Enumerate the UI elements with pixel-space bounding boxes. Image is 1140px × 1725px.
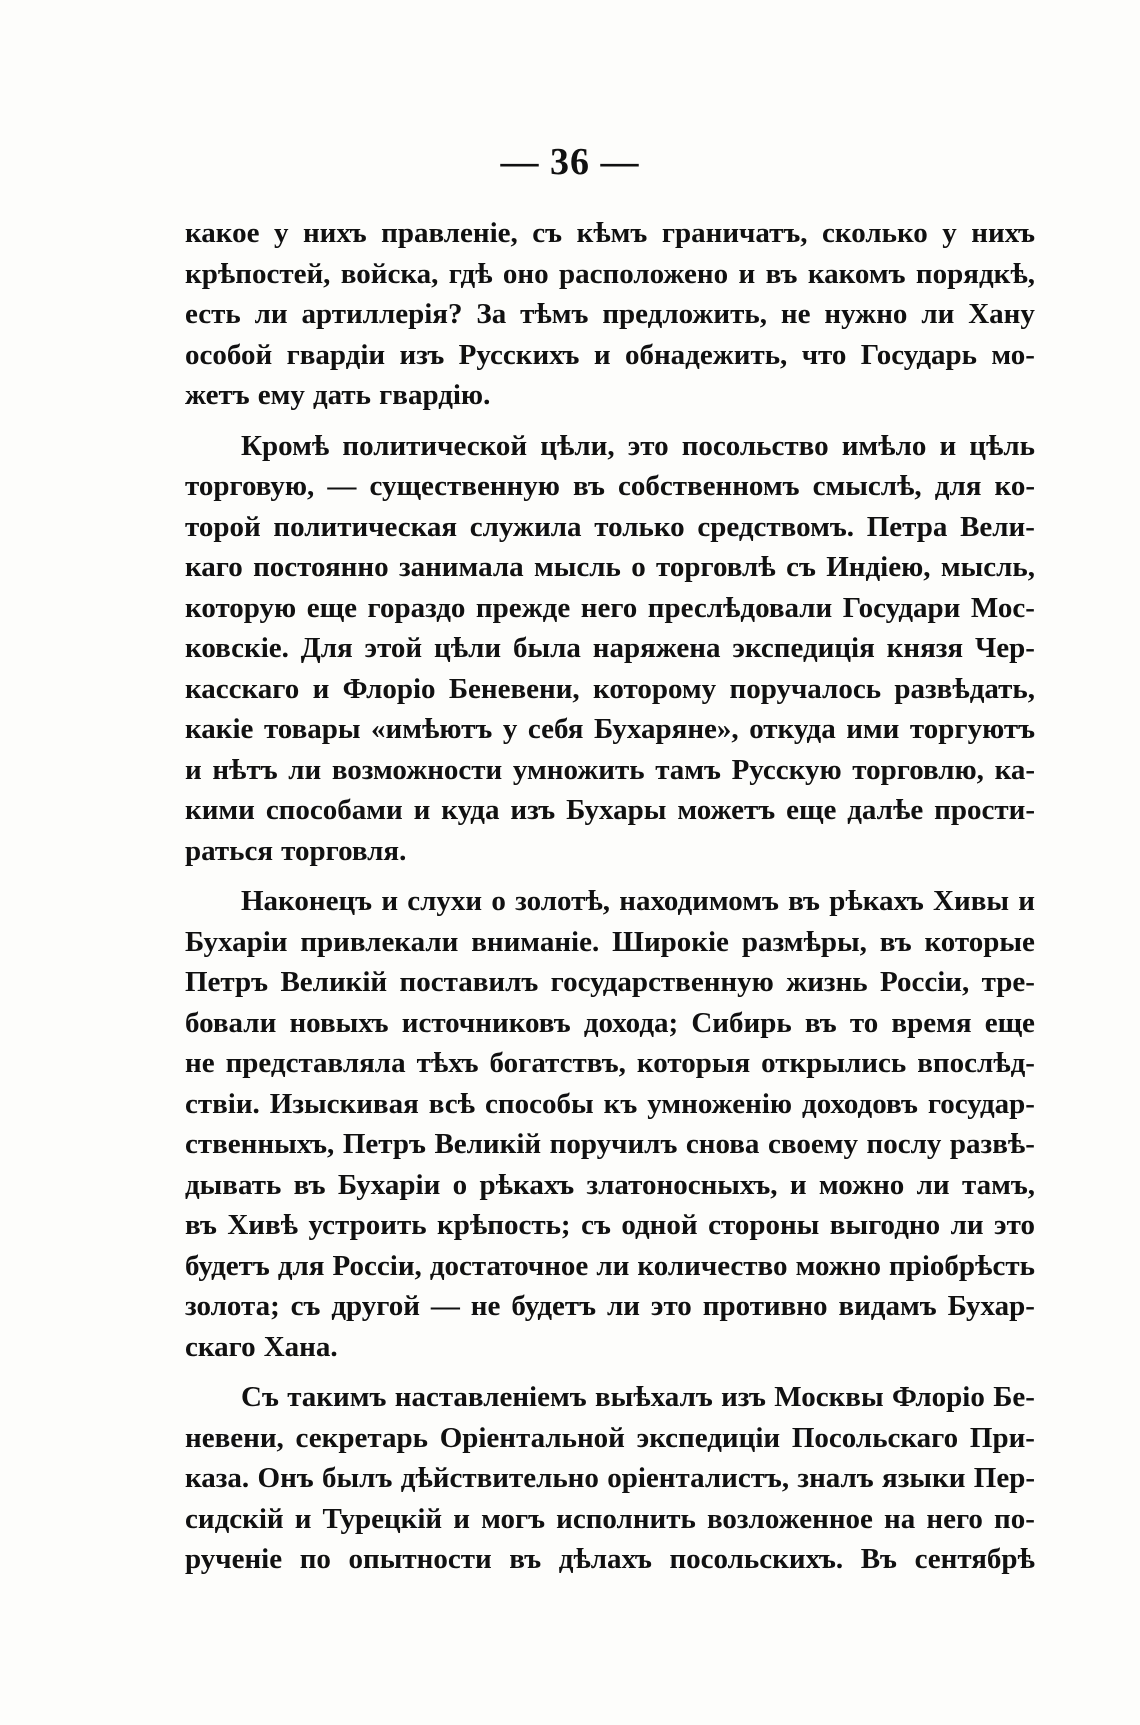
text-line: Кромѣ политической цѣли, это посольство имѣло и цѣль: [241, 429, 1035, 462]
text-line: скаго Хана.: [185, 1330, 338, 1363]
text-line: будетъ для Россіи, достаточное ли количество можно пріобрѣсть: [185, 1249, 1035, 1282]
text-line: ковскіе. Для этой цѣли была наряжена экспедиція князя Чер-: [185, 632, 1035, 664]
paragraph-2: [185, 426, 1035, 872]
text-line: которую еще гораздо прежде него преслѣдовали Государи Мос-: [185, 591, 1035, 624]
text-line: торговую, — существенную въ собственномъ смыслѣ, для ко-: [185, 470, 1035, 502]
text-line: Съ такимъ наставленіемъ выѣхалъ изъ Москвы Флоріо Бе-: [241, 1381, 1035, 1413]
body-text: [185, 213, 1035, 1580]
text-line: ствіи. Изыскивая всѣ способы къ умноженію доходовъ государ-: [185, 1087, 1035, 1120]
text-line: ственныхъ, Петръ Великій поручилъ снова своему послу развѣ-: [185, 1128, 1035, 1160]
text-line: особой гвардіи изъ Русскихъ и обнадежить, что Государь мо-: [185, 338, 1035, 371]
text-line: жетъ ему дать гвардію.: [185, 379, 491, 411]
text-line: дывать въ Бухаріи о рѣкахъ златоносныхъ, и можно ли тамъ,: [185, 1168, 1035, 1201]
text-line: раться торговля.: [185, 834, 407, 867]
text-line: каго постоянно занимала мысль о торговлѣ съ Индіею, мысль,: [185, 551, 1035, 583]
text-line: невени, секретарь Оріентальной экспедиціи Посольскаго При-: [185, 1421, 1035, 1454]
text-line: бовали новыхъ источниковъ дохода; Сибирь въ то время еще: [185, 1006, 1035, 1039]
page-number: — 36 —: [500, 141, 640, 183]
text-line: въ Хивѣ устроить крѣпость; съ одной стороны выгодно ли это: [185, 1209, 1035, 1241]
text-line: не представляла тѣхъ богатствъ, которыя открылись впослѣд-: [185, 1047, 1035, 1079]
text-line: каза. Онъ былъ дѣйствительно оріенталистъ, зналъ языки Пер-: [185, 1462, 1035, 1494]
text-line: Бухаріи привлекали вниманіе. Широкіе размѣры, въ которые: [185, 925, 1035, 958]
text-line: какое у нихъ правленіе, съ кѣмъ граничатъ, сколько у нихъ: [185, 217, 1035, 249]
text-line: касскаго и Флоріо Беневени, которому поручалось развѣдать,: [185, 672, 1035, 705]
text-line: рученіе по опытности въ дѣлахъ посольскихъ. Въ сентябрѣ: [185, 1543, 1035, 1575]
text-line: крѣпостей, войска, гдѣ оно расположено и въ какомъ порядкѣ,: [185, 257, 1035, 290]
paragraph-3: [185, 881, 1035, 1367]
text-line: Наконецъ и слухи о золотѣ, находимомъ въ рѣкахъ Хивы и: [241, 885, 1035, 917]
paragraph-1: [185, 213, 1035, 416]
text-line: кими способами и куда изъ Бухары можетъ еще далѣе прости-: [185, 794, 1035, 826]
text-line: есть ли артиллерія? За тѣмъ предложить, не нужно ли Хану: [185, 298, 1035, 330]
paragraph-4: [185, 1377, 1035, 1580]
text-line: и нѣтъ ли возможности умножить тамъ Русскую торговлю, ка-: [185, 753, 1035, 786]
text-line: какіе товары «имѣютъ у себя Бухаряне», откуда ими торгуютъ: [185, 713, 1035, 745]
text-line: золота; съ другой — не будетъ ли это противно видамъ Бухар-: [185, 1290, 1035, 1322]
text-line: сидскій и Турецкій и могъ исполнить возложенное на него по-: [185, 1502, 1035, 1535]
text-line: торой политическая служила только средствомъ. Петра Вели-: [185, 510, 1035, 543]
text-line: Петръ Великій поставилъ государственную жизнь Россіи, тре-: [185, 966, 1035, 998]
